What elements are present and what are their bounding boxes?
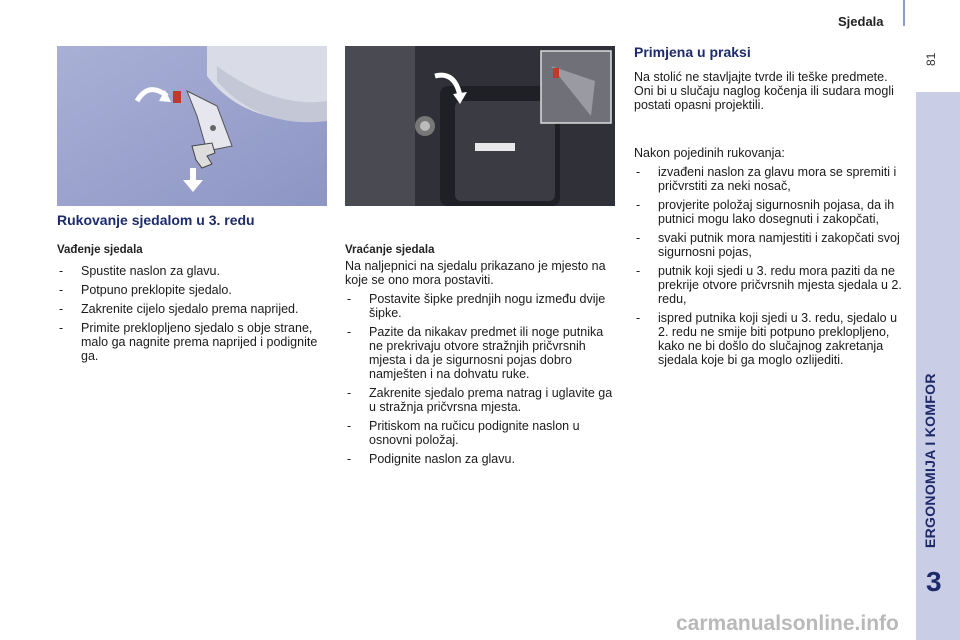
watermark: carmanualsonline.info: [676, 612, 899, 635]
removal-heading: Vađenje sjedala: [57, 244, 143, 256]
removal-section: [57, 244, 327, 368]
list-item: - Potpuno preklopite sjedalo.: [57, 283, 327, 297]
practice-list: [634, 165, 904, 367]
practice-intro: Nakon pojedinih rukovanja:: [634, 146, 785, 160]
page-header-title: Sjedala: [838, 14, 884, 29]
return-section: [345, 244, 617, 471]
list-item: - Primite preklopljeno sjedalo s obje strane, malo ga nagnite prema naprijed i podignite ga.: [57, 321, 327, 363]
section-title: Rukovanje sjedalom u 3. redu: [57, 212, 255, 228]
list-item: - Zakrenite cijelo sjedalo prema naprijed.: [57, 302, 327, 316]
chapter-side-tab: [916, 92, 960, 640]
list-item: - Pritiskom na ručicu podignite naslon u osnovni položaj.: [345, 419, 617, 447]
list-item: - ispred putnika koji sjedi u 3. redu, sjedalo u 2. redu ne smije biti potpuno preklopljeno, kako ne bi došlo do slučajnog zakretanja sjedala koje bi ga moglo ozlijediti.: [634, 311, 904, 367]
return-intro: Na naljepnici na sjedalu prikazano je mjesto na koje se ono mora postaviti.: [345, 259, 606, 287]
list-item: - svaki putnik mora namjestiti i zakopčati svoj sigurnosni pojas,: [634, 231, 904, 259]
header-divider: [903, 0, 905, 26]
list-item: - putnik koji sjedi u 3. redu mora paziti da ne prekrije otvore pričvrsnih mjesta sjedala u 2. redu,: [634, 264, 904, 306]
list-item: - Pazite da nikakav predmet ili noge putnika ne prekrivaju otvore stražnjih pričvrsnih mjesta i da je sigurnosni pojas dobro namješten i na dohvatu ruke.: [345, 325, 617, 381]
return-heading: Vraćanje sjedala: [345, 244, 435, 256]
list-item: - Podignite naslon za glavu.: [345, 452, 617, 466]
list-item: - izvađeni naslon za glavu mora se spremiti i pričvrstiti za neki nosač,: [634, 165, 904, 193]
list-item: - Zakrenite sjedalo prema natrag i uglavite ga u stražnja pričvrsna mjesta.: [345, 386, 617, 414]
return-steps: [345, 292, 617, 466]
practice-paragraph: Na stolić ne stavljajte tvrde ili teške predmete. Oni bi u slučaju naglog kočenja ili sudara mogli postati opasni projektili.: [634, 70, 894, 112]
chapter-title: ERGONOMIJA I KOMFOR: [922, 373, 938, 548]
seat-anchor-photo: [345, 46, 615, 206]
seat-fold-photo: [57, 46, 327, 206]
page-number: 81: [924, 52, 938, 66]
removal-steps: [57, 264, 327, 363]
practice-title: Primjena u praksi: [634, 44, 751, 60]
list-item: - Postavite šipke prednjih nogu između dvije šipke.: [345, 292, 617, 320]
list-item: - provjerite položaj sigurnosnih pojasa, da ih putnici mogu lako dosegnuti i zakopčati,: [634, 198, 904, 226]
list-item: - Spustite naslon za glavu.: [57, 264, 327, 278]
chapter-number: 3: [926, 566, 942, 597]
practice-section: [634, 70, 904, 372]
